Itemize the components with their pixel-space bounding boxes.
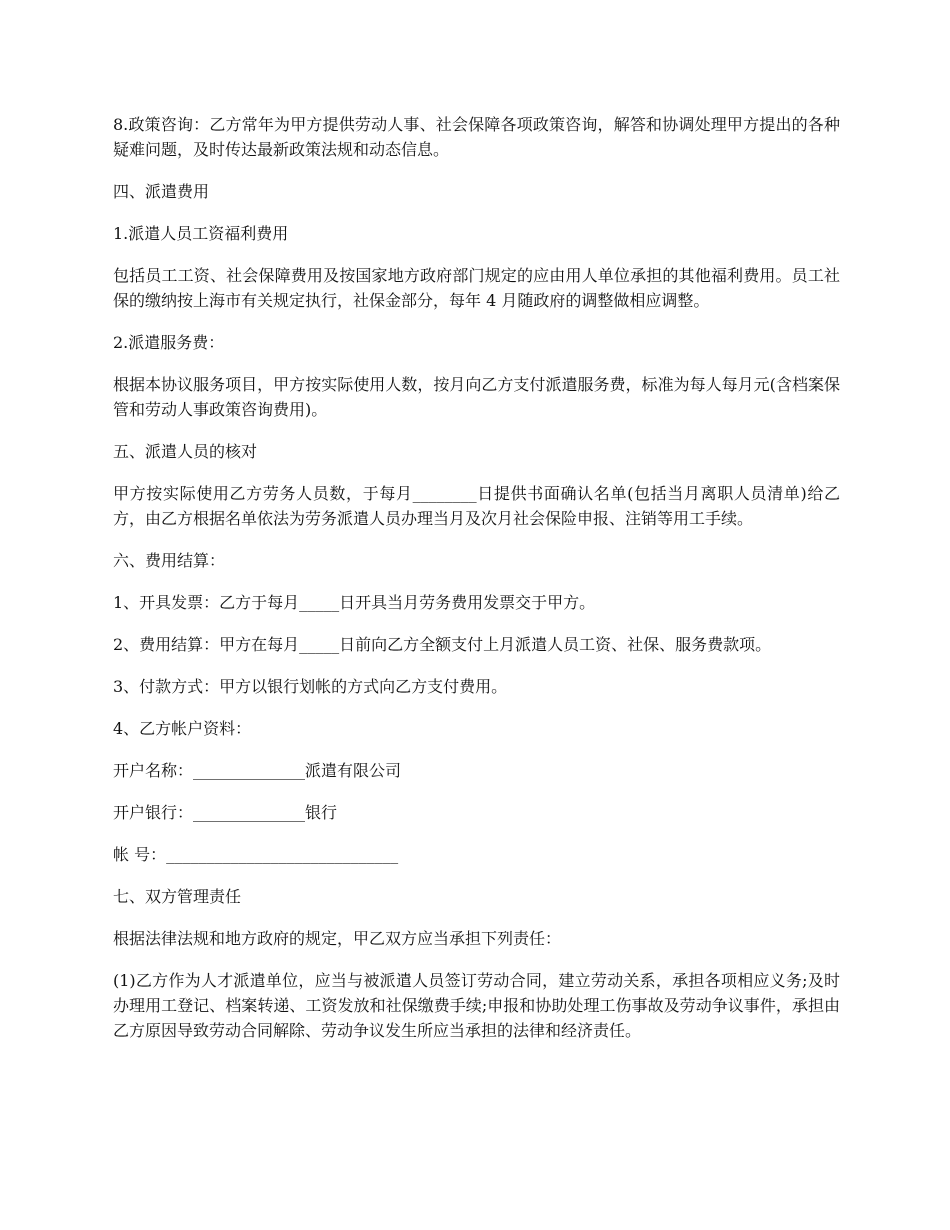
paragraph-service-fee: 根据本协议服务项目，甲方按实际使用人数，按月向乙方支付派遣服务费，标准为每人每月元(含档案保管和劳动人事政策咨询费用)。 bbox=[113, 375, 840, 419]
paragraph-payment-method: 3、付款方式：甲方以银行划帐的方式向乙方支付费用。 bbox=[113, 677, 508, 696]
paragraph-account-info: 4、乙方帐户资料： bbox=[113, 719, 252, 738]
subheading-service-fee: 2.派遣服务费： bbox=[113, 333, 225, 352]
paragraph-wage-welfare: 包括员工工资、社会保障费用及按国家地方政府部门规定的应由用人单位承担的其他福利费用。员工社保的缴纳按上海市有关规定执行，社保金部分，每年 4 月随政府的调整做相应调整。 bbox=[113, 266, 840, 310]
field-bank: 开户银行：______________银行 bbox=[113, 803, 338, 822]
section-heading-responsibilities: 七、双方管理责任 bbox=[113, 887, 242, 906]
paragraph-responsibility-1: (1)乙方作为人才派遣单位，应当与被派遣人员签订劳动合同，建立劳动关系，承担各项相应义务;及时办理用工登记、档案转递、工资发放和社保缴费手续;申报和协助处理工伤事故及劳动争议事件，承担由乙方原因导致劳动合同解除、劳动争议发生所应当承担的法律和经济责任。 bbox=[113, 971, 840, 1040]
section-heading-verification: 五、派遣人员的核对 bbox=[113, 442, 258, 461]
paragraph-invoice: 1、开具发票：乙方于每月_____日开具当月劳务费用发票交于甲方。 bbox=[113, 593, 596, 612]
paragraph-fee-settlement: 2、费用结算：甲方在每月_____日前向乙方全额支付上月派遣人员工资、社保、服务费款项。 bbox=[113, 635, 772, 654]
section-heading-settlement: 六、费用结算： bbox=[113, 551, 226, 570]
field-account-number: 帐 号：_____________________________ bbox=[113, 845, 399, 864]
paragraph-policy-consulting: 8.政策咨询：乙方常年为甲方提供劳动人事、社会保障各项政策咨询，解答和协调处理甲方提出的各种疑难问题，及时传达最新政策法规和动态信息。 bbox=[113, 115, 840, 159]
field-account-name: 开户名称：______________派遣有限公司 bbox=[113, 761, 402, 780]
document-page bbox=[113, 112, 840, 1060]
paragraph-responsibilities-intro: 根据法律法规和地方政府的规定，甲乙双方应当承担下列责任： bbox=[113, 929, 562, 948]
subheading-wage-welfare: 1.派遣人员工资福利费用 bbox=[113, 224, 289, 243]
paragraph-verification: 甲方按实际使用乙方劳务人员数，于每月________日提供书面确认名单(包括当月离职人员清单)给乙方，由乙方根据名单依法为劳务派遣人员办理当月及次月社会保险申报、注销等用工手续。 bbox=[113, 484, 840, 528]
section-heading-dispatch-fees: 四、派遣费用 bbox=[113, 182, 210, 201]
